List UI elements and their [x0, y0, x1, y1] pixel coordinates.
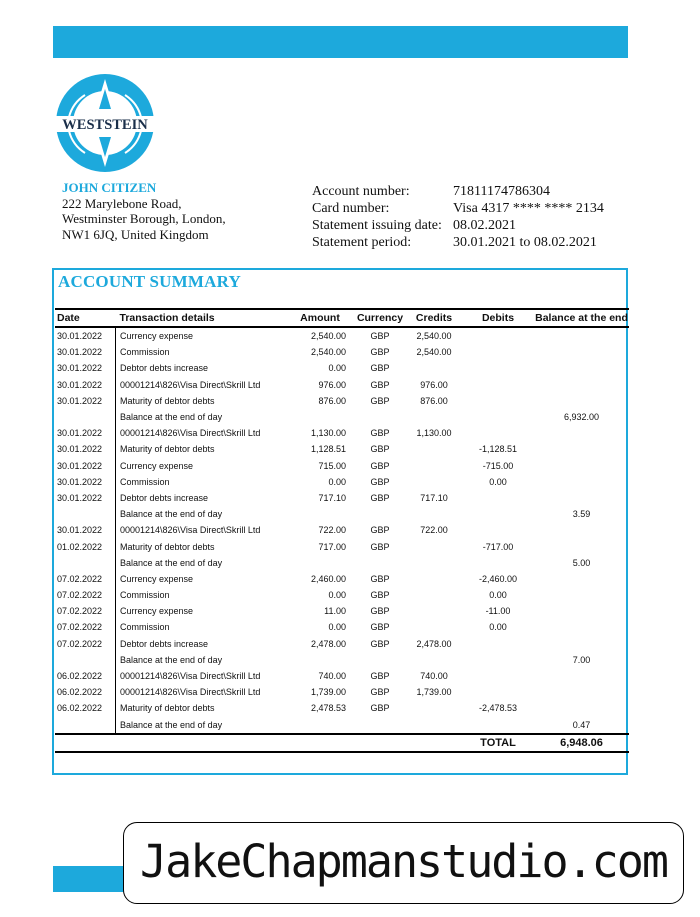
cell-currency: GBP: [370, 363, 390, 374]
cell-credits: [406, 717, 462, 734]
statement-period-value: 30.01.2021 to 08.02.2021: [453, 235, 597, 250]
cell-debits: [462, 360, 534, 376]
cell-credits: 2,540.00: [416, 347, 452, 358]
cell-amount: 2,460.00: [310, 573, 346, 584]
card-number-label: Card number:: [312, 201, 390, 216]
cell-date: 06.02.2022: [55, 700, 116, 716]
cell-credits: [406, 571, 462, 587]
cell-debits: [462, 490, 534, 506]
cell-date: 30.01.2022: [55, 327, 116, 344]
cell-amount: 2,540.00: [310, 347, 346, 358]
cell-currency: [354, 652, 406, 668]
cell-date: 30.01.2022: [55, 441, 116, 457]
cell-date: 06.02.2022: [55, 668, 116, 684]
table-row: [55, 409, 629, 425]
cell-balance: [534, 636, 629, 652]
cell-date: 07.02.2022: [55, 571, 116, 587]
cell-details: Maturity of debtor debts: [120, 395, 215, 406]
cell-currency: GBP: [370, 573, 390, 584]
issuing-date-label: Statement issuing date:: [312, 218, 442, 233]
cell-currency: GBP: [370, 395, 390, 406]
cell-debits: [462, 377, 534, 393]
cell-currency: GBP: [370, 638, 390, 649]
transactions-body: [55, 327, 629, 734]
account-summary: [52, 268, 628, 775]
cell-balance: [534, 538, 629, 554]
cell-credits: [406, 538, 462, 554]
table-row: [55, 619, 629, 635]
cell-details: Debtor debts increase: [120, 363, 209, 374]
cell-balance: [534, 668, 629, 684]
cell-credits: [406, 587, 462, 603]
cell-balance: [534, 619, 629, 635]
cell-debits: [462, 393, 534, 409]
cell-date: 30.01.2022: [55, 377, 116, 393]
cell-amount: [286, 409, 354, 425]
cell-date: 30.01.2022: [55, 393, 116, 409]
cell-details: Currency expense: [120, 460, 194, 471]
customer-name: JOHN CITIZEN: [62, 180, 157, 195]
cell-date: [55, 506, 116, 522]
table-row: [55, 717, 629, 734]
cell-debits: [462, 668, 534, 684]
customer-address-line2: Westminster Borough, London,: [62, 211, 226, 226]
cell-credits: [406, 603, 462, 619]
cell-currency: [354, 506, 406, 522]
cell-balance: 6,932.00: [563, 412, 600, 423]
cell-currency: GBP: [370, 671, 390, 682]
cell-amount: [286, 717, 354, 734]
table-row: [55, 700, 629, 716]
table-row: [55, 327, 629, 344]
table-row: [55, 652, 629, 668]
cell-balance: [534, 377, 629, 393]
cell-details: Commission: [120, 476, 170, 487]
cell-amount: 1,130.00: [310, 428, 346, 439]
cell-currency: GBP: [370, 460, 390, 471]
cell-balance: [534, 327, 629, 344]
cell-details: 00001214\826\Visa Direct\Skrill Ltd: [120, 525, 261, 536]
cell-debits: 0.00: [489, 622, 507, 633]
cell-details: 00001214\826\Visa Direct\Skrill Ltd: [120, 687, 261, 698]
cell-amount: 0.00: [328, 622, 346, 633]
cell-balance: [534, 474, 629, 490]
cell-debits: -2,478.53: [478, 703, 518, 714]
cell-debits: [462, 506, 534, 522]
transactions-table: [55, 308, 629, 753]
cell-credits: [406, 474, 462, 490]
cell-balance: [534, 587, 629, 603]
table-row: [55, 571, 629, 587]
header-date: Date: [55, 309, 116, 327]
cell-currency: GBP: [370, 606, 390, 617]
customer-address-line1: 222 Marylebone Road,: [62, 195, 182, 211]
cell-date: 07.02.2022: [55, 619, 116, 635]
cell-debits: [462, 409, 534, 425]
table-row: [55, 555, 629, 571]
cell-amount: 722.00: [318, 525, 346, 536]
table-row: [55, 603, 629, 619]
table-row: [55, 344, 629, 360]
cell-debits: [462, 522, 534, 538]
cell-date: 30.01.2022: [55, 425, 116, 441]
cell-balance: [534, 393, 629, 409]
cell-currency: GBP: [370, 703, 390, 714]
cell-credits: 976.00: [420, 379, 448, 390]
header-credits: Credits: [406, 309, 462, 327]
cell-amount: 0.00: [328, 590, 346, 601]
issuing-date-value: 08.02.2021: [453, 218, 516, 233]
cell-currency: [354, 717, 406, 734]
watermark-banner: JakeChapmanstudio.com: [123, 822, 684, 904]
cell-debits: [462, 684, 534, 700]
cell-amount: 2,478.00: [310, 638, 346, 649]
cell-debits: [462, 555, 534, 571]
cell-credits: [406, 619, 462, 635]
cell-currency: GBP: [370, 590, 390, 601]
cell-amount: 2,478.53: [310, 703, 346, 714]
cell-amount: [286, 506, 354, 522]
cell-credits: [406, 652, 462, 668]
cell-details: Debtor debts increase: [120, 492, 209, 503]
footer-accent-bar: [53, 866, 133, 892]
cell-details: 00001214\826\Visa Direct\Skrill Ltd: [120, 671, 261, 682]
cell-amount: 1,739.00: [310, 687, 346, 698]
cell-amount: 717.00: [318, 541, 346, 552]
customer-block: [62, 180, 226, 242]
cell-debits: [462, 636, 534, 652]
cell-amount: 715.00: [318, 460, 346, 471]
table-row: [55, 377, 629, 393]
cell-date: 30.01.2022: [55, 458, 116, 474]
cell-balance: [534, 344, 629, 360]
cell-date: 01.02.2022: [55, 538, 116, 554]
cell-details: Balance at the end of day: [120, 719, 223, 730]
cell-details: Balance at the end of day: [120, 509, 223, 520]
cell-balance: [534, 684, 629, 700]
cell-amount: 1,128.51: [310, 444, 346, 455]
cell-amount: 0.00: [328, 476, 346, 487]
table-row: [55, 587, 629, 603]
table-row: [55, 538, 629, 554]
cell-balance: [534, 571, 629, 587]
header-details: Transaction details: [116, 309, 287, 327]
cell-debits: -1,128.51: [478, 444, 518, 455]
cell-debits: 0.00: [489, 590, 507, 601]
table-row: [55, 393, 629, 409]
cell-amount: 0.00: [328, 363, 346, 374]
cell-amount: 876.00: [318, 395, 346, 406]
cell-balance: [534, 603, 629, 619]
cell-currency: GBP: [370, 444, 390, 455]
cell-details: Currency expense: [120, 606, 194, 617]
cell-credits: 740.00: [420, 671, 448, 682]
cell-details: Maturity of debtor debts: [120, 444, 215, 455]
cell-currency: GBP: [370, 379, 390, 390]
cell-debits: -11.00: [485, 606, 511, 617]
statement-period-label: Statement period:: [312, 235, 412, 250]
table-row: [55, 522, 629, 538]
account-number-label: Account number:: [312, 184, 410, 199]
header-balance: Balance at the end: [534, 309, 629, 327]
cell-details: Maturity of debtor debts: [120, 541, 215, 552]
cell-details: Commission: [120, 347, 170, 358]
table-row: [55, 684, 629, 700]
table-row: [55, 425, 629, 441]
header-debits: Debits: [462, 309, 534, 327]
cell-amount: 11.00: [324, 606, 346, 617]
cell-details: Commission: [120, 590, 170, 601]
cell-currency: [354, 409, 406, 425]
cell-credits: 722.00: [420, 525, 448, 536]
cell-credits: 1,739.00: [416, 687, 452, 698]
cell-currency: GBP: [370, 331, 390, 342]
total-value: 6,948.06: [534, 734, 629, 752]
table-row: [55, 474, 629, 490]
cell-currency: GBP: [370, 476, 390, 487]
cell-credits: 717.10: [420, 492, 448, 503]
cell-balance: [534, 441, 629, 457]
cell-amount: 2,540.00: [310, 331, 346, 342]
cell-amount: 740.00: [318, 671, 346, 682]
cell-balance: 3.59: [572, 509, 591, 520]
cell-date: 30.01.2022: [55, 490, 116, 506]
cell-credits: 876.00: [420, 395, 448, 406]
table-row: [55, 490, 629, 506]
cell-credits: 1,130.00: [416, 428, 452, 439]
cell-credits: 2,478.00: [416, 638, 452, 649]
cell-credits: [406, 555, 462, 571]
cell-balance: [534, 425, 629, 441]
cell-currency: [354, 555, 406, 571]
cell-balance: 0.47: [572, 719, 591, 730]
cell-details: Debtor debts increase: [120, 638, 209, 649]
cell-details: Balance at the end of day: [120, 412, 223, 423]
cell-date: 07.02.2022: [55, 636, 116, 652]
table-row: [55, 506, 629, 522]
bank-logo: [55, 73, 155, 173]
cell-currency: GBP: [370, 541, 390, 552]
cell-date: [55, 409, 116, 425]
cell-debits: -715.00: [482, 460, 514, 471]
cell-date: [55, 555, 116, 571]
cell-date: 30.01.2022: [55, 344, 116, 360]
table-header-row: [55, 309, 629, 327]
cell-credits: [406, 360, 462, 376]
cell-debits: [462, 717, 534, 734]
cell-details: Commission: [120, 622, 170, 633]
header-accent-bar: [53, 26, 628, 58]
customer-address-line3: NW1 6JQ, United Kingdom: [62, 226, 209, 242]
cell-currency: GBP: [370, 525, 390, 536]
cell-credits: [406, 700, 462, 716]
cell-date: 30.01.2022: [55, 522, 116, 538]
cell-amount: [286, 555, 354, 571]
cell-balance: [534, 700, 629, 716]
cell-details: 00001214\826\Visa Direct\Skrill Ltd: [120, 428, 261, 439]
cell-date: [55, 652, 116, 668]
cell-balance: [534, 522, 629, 538]
cell-debits: -2,460.00: [478, 573, 518, 584]
table-row: [55, 636, 629, 652]
cell-debits: [462, 327, 534, 344]
cell-balance: 7.00: [572, 654, 591, 665]
cell-currency: GBP: [370, 428, 390, 439]
cell-details: Balance at the end of day: [120, 654, 223, 665]
cell-details: Balance at the end of day: [120, 557, 223, 568]
cell-debits: [462, 425, 534, 441]
cell-debits: [462, 652, 534, 668]
header-amount: Amount: [286, 309, 354, 327]
cell-date: 06.02.2022: [55, 684, 116, 700]
cell-amount: 976.00: [318, 379, 346, 390]
table-row: [55, 668, 629, 684]
bank-logo-text: WESTSTEIN: [62, 117, 148, 133]
cell-date: 30.01.2022: [55, 360, 116, 376]
cell-balance: [534, 490, 629, 506]
header-currency: Currency: [354, 309, 406, 327]
table-row: [55, 441, 629, 457]
cell-balance: [534, 360, 629, 376]
cell-details: Currency expense: [120, 331, 194, 342]
cell-details: Maturity of debtor debts: [120, 703, 215, 714]
total-label: TOTAL: [462, 734, 534, 752]
cell-credits: [406, 506, 462, 522]
cell-currency: GBP: [370, 347, 390, 358]
cell-debits: -717.00: [482, 541, 514, 552]
cell-date: 30.01.2022: [55, 474, 116, 490]
account-summary-title: ACCOUNT SUMMARY: [58, 272, 241, 291]
cell-date: 07.02.2022: [55, 603, 116, 619]
cell-balance: [534, 458, 629, 474]
account-number-value: 71811174786304: [453, 184, 550, 199]
cell-currency: GBP: [370, 687, 390, 698]
cell-details: 00001214\826\Visa Direct\Skrill Ltd: [120, 379, 261, 390]
cell-debits: 0.00: [489, 476, 507, 487]
cell-date: 07.02.2022: [55, 587, 116, 603]
cell-credits: [406, 441, 462, 457]
cell-details: Currency expense: [120, 573, 194, 584]
cell-amount: 717.10: [318, 492, 346, 503]
total-row: [55, 734, 629, 752]
cell-debits: [462, 344, 534, 360]
cell-currency: GBP: [370, 622, 390, 633]
card-number-value: Visa 4317 **** **** 2134: [453, 201, 604, 216]
table-row: [55, 458, 629, 474]
table-row: [55, 360, 629, 376]
cell-date: [55, 717, 116, 734]
cell-currency: GBP: [370, 492, 390, 503]
cell-amount: [286, 652, 354, 668]
cell-credits: 2,540.00: [416, 331, 452, 342]
cell-balance: 5.00: [572, 557, 591, 568]
cell-credits: [406, 458, 462, 474]
cell-credits: [406, 409, 462, 425]
